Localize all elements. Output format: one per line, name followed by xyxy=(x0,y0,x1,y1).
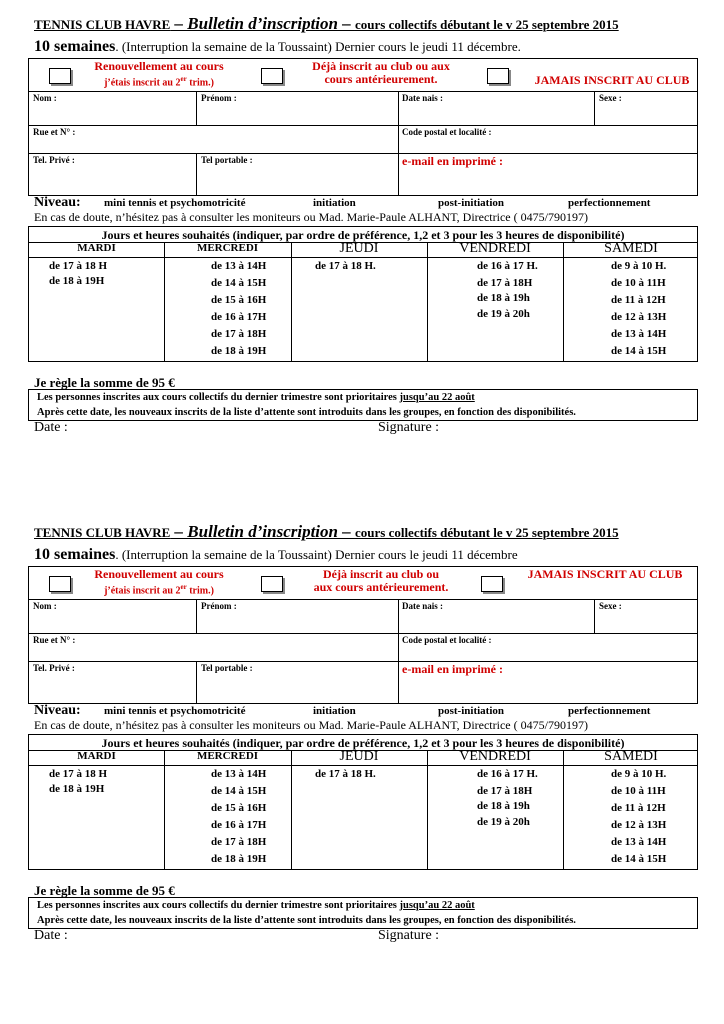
notice-line1 xyxy=(37,392,475,403)
day-mercredi: MERCREDI xyxy=(196,750,259,762)
slot-mercredi[interactable]: de 13 à 14H xyxy=(211,260,267,272)
level-label: Niveau: xyxy=(34,703,81,718)
divider xyxy=(291,750,292,870)
bulletin-title: – Bulletin d’inscription – xyxy=(170,14,355,33)
level-perfectionnement[interactable]: perfectionnement xyxy=(568,705,651,717)
divider xyxy=(164,750,165,870)
level-initiation[interactable]: initiation xyxy=(313,705,356,717)
home-phone-field[interactable]: Tel. Privé : xyxy=(33,155,75,165)
prenom-field[interactable]: Prénom : xyxy=(201,93,237,103)
payment-line: Je règle la somme de 95 € xyxy=(34,375,175,390)
divider xyxy=(196,600,197,633)
level-post-initiation[interactable]: post-initiation xyxy=(438,197,505,209)
postal-code-field[interactable]: Code postal et localité : xyxy=(402,127,492,137)
renewal-label-line2 xyxy=(83,73,235,89)
already-registered-checkbox[interactable] xyxy=(261,68,283,84)
notice-line1-text: Les personnes inscrites aux cours collectifs du dernier trimestre sont prioritaires xyxy=(37,900,400,911)
slot-samedi[interactable]: de 14 à 15H xyxy=(611,853,667,865)
subtitle-rest: . (Interruption la semaine de la Toussaint) Dernier cours le jeudi 11 décembre xyxy=(115,547,518,562)
home-phone-field[interactable]: Tel. Privé : xyxy=(33,663,75,673)
payment-line: Je règle la somme de 95 € xyxy=(34,883,175,898)
renewal-label-line1: Renouvellement au cours xyxy=(94,59,224,73)
renewal-checkbox[interactable] xyxy=(49,576,71,592)
divider xyxy=(594,92,595,125)
already-label-line1: Déjà inscrit au club ou xyxy=(322,567,439,581)
slot-vendredi[interactable]: de 18 à 19h xyxy=(477,800,530,812)
slot-samedi[interactable]: de 10 à 11H xyxy=(611,785,666,797)
birthdate-field[interactable]: Date nais : xyxy=(402,93,443,103)
email-field[interactable]: e-mail en imprimé : xyxy=(402,662,503,676)
slot-vendredi[interactable]: de 19 à 20h xyxy=(477,816,530,828)
divider xyxy=(29,257,697,258)
slot-mercredi[interactable]: de 14 à 15H xyxy=(211,785,267,797)
street-field[interactable]: Rue et N° : xyxy=(33,635,76,645)
notice-line1 xyxy=(37,900,475,911)
club-name: TENNIS CLUB HAVRE xyxy=(34,17,171,32)
slot-mercredi[interactable]: de 15 à 16H xyxy=(211,294,267,306)
nom-field[interactable]: Nom : xyxy=(33,93,57,103)
never-registered-checkbox[interactable] xyxy=(481,576,503,592)
level-perfectionnement[interactable]: perfectionnement xyxy=(568,197,651,209)
slot-mercredi[interactable]: de 15 à 16H xyxy=(211,802,267,814)
signature-field[interactable]: Signature : xyxy=(378,928,440,943)
slot-mercredi[interactable]: de 18 à 19H xyxy=(211,345,267,357)
level-initiation[interactable]: initiation xyxy=(313,197,356,209)
renewal-label xyxy=(83,60,235,89)
contact-note: En cas de doute, n’hésitez pas à consulter les moniteurs ou Mad. Marie-Paule ALHANT, Directrice ( 0475/790197) xyxy=(34,718,588,732)
divider xyxy=(196,661,197,704)
date-field[interactable]: Date : xyxy=(34,928,68,943)
slot-mercredi[interactable]: de 16 à 17H xyxy=(211,311,267,323)
slot-jeudi[interactable]: de 17 à 18 H. xyxy=(315,260,376,272)
slot-samedi[interactable]: de 11 à 12H xyxy=(611,294,666,306)
divider xyxy=(29,765,697,766)
prenom-field[interactable]: Prénom : xyxy=(201,601,237,611)
schedule-header: Jours et heures souhaités (indiquer, par ordre de préférence, 1,2 et 3 pour les 3 heures de disponibilité) xyxy=(101,736,625,750)
never-registered-checkbox[interactable] xyxy=(487,68,509,84)
notice-line2: Après cette date, les nouveaux inscrits de la liste d’attente sont introduits dans les groupes, en fonction des disponibilités. xyxy=(37,915,576,926)
divider xyxy=(29,633,697,634)
divider xyxy=(29,125,697,126)
renewal-checkbox[interactable] xyxy=(49,68,71,84)
divider xyxy=(291,242,292,362)
slot-samedi[interactable]: de 9 à 10 H. xyxy=(611,768,667,780)
slot-vendredi[interactable]: de 17 à 18H xyxy=(477,277,533,289)
slot-samedi[interactable]: de 13 à 14H xyxy=(611,836,667,848)
slot-jeudi[interactable]: de 17 à 18 H. xyxy=(315,768,376,780)
day-samedi: SAMEDI xyxy=(604,749,658,764)
already-registered-label xyxy=(295,60,467,86)
slot-mercredi[interactable]: de 17 à 18H xyxy=(211,836,267,848)
divider xyxy=(594,600,595,633)
priority-notice xyxy=(28,897,698,929)
renewal-label-line1: Renouvellement au cours xyxy=(94,567,224,581)
notice-line1-text: Les personnes inscrites aux cours collectifs du dernier trimestre sont prioritaires xyxy=(37,392,400,403)
divider xyxy=(427,750,428,870)
weeks-count: 10 semaines xyxy=(34,546,116,563)
renewal-label-sup: er xyxy=(180,75,187,83)
day-mardi: MARDI xyxy=(77,750,116,762)
courses-start: cours collectifs débutant le v 25 septembre 2015 xyxy=(354,525,619,540)
sex-field[interactable]: Sexe : xyxy=(599,93,622,103)
slot-samedi[interactable]: de 11 à 12H xyxy=(611,802,666,814)
level-label: Niveau: xyxy=(34,195,81,210)
already-registered-checkbox[interactable] xyxy=(261,576,283,592)
already-label-line2: cours antérieurement. xyxy=(324,72,438,86)
level-post-initiation[interactable]: post-initiation xyxy=(438,705,505,717)
day-jeudi: JEUDI xyxy=(339,749,379,764)
email-field[interactable]: e-mail en imprimé : xyxy=(402,154,503,168)
never-registered-label: JAMAIS INSCRIT AU CLUB xyxy=(534,73,690,87)
signature-field[interactable]: Signature : xyxy=(378,420,440,435)
slot-mardi[interactable]: de 18 à 19H xyxy=(49,275,105,287)
slot-vendredi[interactable]: de 17 à 18H xyxy=(477,785,533,797)
priority-notice xyxy=(28,389,698,421)
renewal-label-text: j’étais inscrit au 2 xyxy=(104,585,181,597)
day-mardi: MARDI xyxy=(77,242,116,254)
divider xyxy=(164,242,165,362)
slot-mardi[interactable]: de 18 à 19H xyxy=(49,783,105,795)
divider xyxy=(398,600,399,704)
slot-vendredi[interactable]: de 16 à 17 H. xyxy=(477,260,538,272)
nom-field[interactable]: Nom : xyxy=(33,601,57,611)
slot-samedi[interactable]: de 13 à 14H xyxy=(611,328,667,340)
status-row xyxy=(28,566,698,600)
form-title xyxy=(34,14,694,34)
never-registered-label: JAMAIS INSCRIT AU CLUB xyxy=(527,567,683,581)
sex-field[interactable]: Sexe : xyxy=(599,601,622,611)
renewal-label xyxy=(83,568,235,597)
divider xyxy=(196,92,197,125)
slot-mardi[interactable]: de 17 à 18 H xyxy=(49,260,108,272)
notice-deadline: jusqu’au 22 août xyxy=(399,392,475,403)
slot-mercredi[interactable]: de 13 à 14H xyxy=(211,768,267,780)
street-field[interactable]: Rue et N° : xyxy=(33,127,76,137)
slot-mercredi[interactable]: de 18 à 19H xyxy=(211,853,267,865)
day-samedi: SAMEDI xyxy=(604,241,658,256)
renewal-label-end: trim.) xyxy=(186,585,214,597)
divider xyxy=(29,661,697,662)
subtitle-rest: . (Interruption la semaine de la Toussaint) Dernier cours le jeudi 11 décembre. xyxy=(115,39,521,54)
renewal-label-text: j’étais inscrit au 2 xyxy=(104,77,181,89)
slot-samedi[interactable]: de 9 à 10 H. xyxy=(611,260,667,272)
slot-samedi[interactable]: de 10 à 11H xyxy=(611,277,666,289)
divider xyxy=(196,153,197,196)
already-label-line1: Déjà inscrit au club ou aux xyxy=(312,59,450,73)
weeks-count: 10 semaines xyxy=(34,38,116,55)
postal-code-field[interactable]: Code postal et localité : xyxy=(402,635,492,645)
divider xyxy=(398,92,399,196)
slot-mercredi[interactable]: de 17 à 18H xyxy=(211,328,267,340)
slot-samedi[interactable]: de 12 à 13H xyxy=(611,819,667,831)
birthdate-field[interactable]: Date nais : xyxy=(402,601,443,611)
status-row xyxy=(28,58,698,92)
mobile-phone-field[interactable]: Tel portable : xyxy=(201,663,253,673)
form-title xyxy=(34,522,694,542)
notice-deadline: jusqu’au 22 août xyxy=(399,900,475,911)
divider xyxy=(563,750,564,870)
slot-mardi[interactable]: de 17 à 18 H xyxy=(49,768,108,780)
day-vendredi: VENDREDI xyxy=(459,749,531,764)
slot-vendredi[interactable]: de 16 à 17 H. xyxy=(477,768,538,780)
slot-mercredi[interactable]: de 14 à 15H xyxy=(211,277,267,289)
day-mercredi: MERCREDI xyxy=(196,242,259,254)
divider xyxy=(29,153,697,154)
already-label-line2: aux cours antérieurement. xyxy=(313,580,449,594)
level-mini-tennis[interactable]: mini tennis et psychomotricité xyxy=(104,197,246,209)
courses-start: cours collectifs débutant le v 25 septembre 2015 xyxy=(354,17,619,32)
schedule-table xyxy=(28,734,698,870)
slot-mercredi[interactable]: de 16 à 17H xyxy=(211,819,267,831)
already-registered-label xyxy=(295,568,467,594)
subtitle xyxy=(34,38,521,56)
divider xyxy=(427,242,428,362)
slot-vendredi[interactable]: de 18 à 19h xyxy=(477,292,530,304)
day-vendredi: VENDREDI xyxy=(459,241,531,256)
notice-line2: Après cette date, les nouveaux inscrits de la liste d’attente sont introduits dans les groupes, en fonction des disponibilités. xyxy=(37,407,576,418)
slot-samedi[interactable]: de 12 à 13H xyxy=(611,311,667,323)
slot-vendredi[interactable]: de 19 à 20h xyxy=(477,308,530,320)
identity-table xyxy=(28,599,698,704)
subtitle xyxy=(34,546,518,564)
date-field[interactable]: Date : xyxy=(34,420,68,435)
day-jeudi: JEUDI xyxy=(339,241,379,256)
renewal-label-line2 xyxy=(83,581,235,597)
schedule-header: Jours et heures souhaités (indiquer, par ordre de préférence, 1,2 et 3 pour les 3 heures de disponibilité) xyxy=(101,228,625,242)
renewal-label-end: trim.) xyxy=(186,77,214,89)
schedule-table xyxy=(28,226,698,362)
divider xyxy=(563,242,564,362)
identity-table xyxy=(28,91,698,196)
mobile-phone-field[interactable]: Tel portable : xyxy=(201,155,253,165)
renewal-label-sup: er xyxy=(180,583,187,591)
level-mini-tennis[interactable]: mini tennis et psychomotricité xyxy=(104,705,246,717)
club-name: TENNIS CLUB HAVRE xyxy=(34,525,171,540)
slot-samedi[interactable]: de 14 à 15H xyxy=(611,345,667,357)
bulletin-title: – Bulletin d’inscription – xyxy=(170,522,355,541)
contact-note: En cas de doute, n’hésitez pas à consulter les moniteurs ou Mad. Marie-Paule ALHANT, Directrice ( 0475/790197) xyxy=(34,210,588,224)
